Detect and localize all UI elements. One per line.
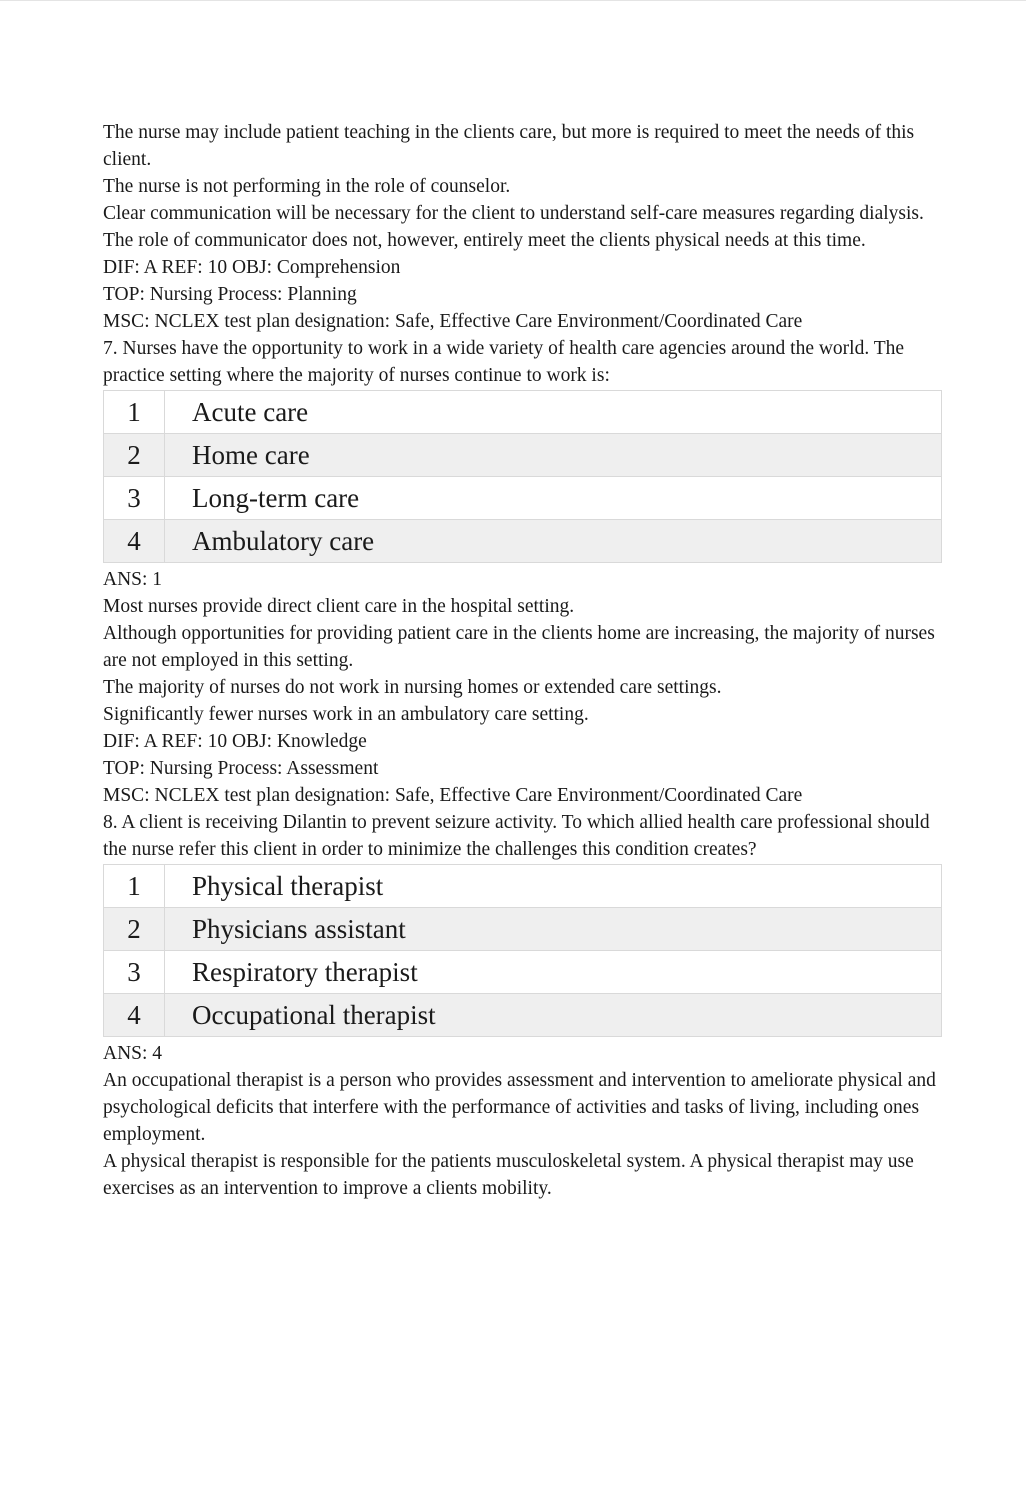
rationale-teaching: The nurse may include patient teaching in the clients care, but more is required to meet the needs of this client. xyxy=(103,122,915,170)
question-8-options xyxy=(103,864,942,1037)
document-body xyxy=(103,119,943,1202)
option-row[interactable] xyxy=(104,520,942,563)
q8-answer: ANS: 4 xyxy=(103,1043,163,1064)
option-row[interactable] xyxy=(104,477,942,520)
question-7-options xyxy=(103,390,942,563)
q7-msc: MSC: NCLEX test plan designation: Safe, Effective Care Environment/Coordinated Care xyxy=(103,785,803,806)
question-7-stem: 7. Nurses have the opportunity to work in a wide variety of health care agencies around the world. The practice setting where the majority of nurses continue to work is: xyxy=(103,338,905,386)
q8-rationale-occupational: An occupational therapist is a person who provides assessment and intervention to ameliorate physical and psychological deficits that interfere with the performance of activities and tasks of living, including ones employment. xyxy=(103,1070,936,1145)
q7-rationale-ambulatory: Significantly fewer nurses work in an ambulatory care setting. xyxy=(103,704,589,725)
option-row[interactable] xyxy=(104,391,942,434)
option-text: Acute care xyxy=(165,391,942,434)
option-row[interactable] xyxy=(104,951,942,994)
option-text: Occupational therapist xyxy=(165,994,942,1037)
rationale-counselor: The nurse is not performing in the role of counselor. xyxy=(103,176,511,197)
option-number: 2 xyxy=(104,908,165,951)
q7-rationale-hospital: Most nurses provide direct client care in the hospital setting. xyxy=(103,596,575,617)
q6-difficulty-ref-obj: DIF: A REF: 10 OBJ: Comprehension xyxy=(103,257,401,278)
option-text: Ambulatory care xyxy=(165,520,942,563)
option-number: 1 xyxy=(104,865,165,908)
option-number: 4 xyxy=(104,994,165,1037)
rationale-communicator: Clear communication will be necessary for the client to understand self-care measures regarding dialysis. The role of communicator does not, however, entirely meet the clients physical needs at this time. xyxy=(103,203,924,251)
q7-rationale-home: Although opportunities for providing patient care in the clients home are increasing, the majority of nurses are not employed in this setting. xyxy=(103,623,935,671)
q7-rationale-nursing-homes: The majority of nurses do not work in nursing homes or extended care settings. xyxy=(103,677,722,698)
option-text: Long-term care xyxy=(165,477,942,520)
q8-rationale-physical: A physical therapist is responsible for the patients musculoskeletal system. A physical therapist may use exercises as an intervention to improve a clients mobility. xyxy=(103,1151,914,1199)
question-8-stem: 8. A client is receiving Dilantin to prevent seizure activity. To which allied health care professional should the nurse refer this client in order to minimize the challenges this condition creates? xyxy=(103,812,930,860)
option-number: 1 xyxy=(104,391,165,434)
option-text: Physical therapist xyxy=(165,865,942,908)
option-row[interactable] xyxy=(104,994,942,1037)
option-row[interactable] xyxy=(104,908,942,951)
option-row[interactable] xyxy=(104,865,942,908)
option-text: Home care xyxy=(165,434,942,477)
q7-answer: ANS: 1 xyxy=(103,569,163,590)
option-number: 3 xyxy=(104,477,165,520)
q7-topic: TOP: Nursing Process: Assessment xyxy=(103,758,379,779)
option-row[interactable] xyxy=(104,434,942,477)
option-text: Respiratory therapist xyxy=(165,951,942,994)
option-number: 4 xyxy=(104,520,165,563)
q6-topic: TOP: Nursing Process: Planning xyxy=(103,284,357,305)
top-divider xyxy=(0,0,1026,1)
q7-difficulty-ref-obj: DIF: A REF: 10 OBJ: Knowledge xyxy=(103,731,367,752)
option-text: Physicians assistant xyxy=(165,908,942,951)
q6-msc: MSC: NCLEX test plan designation: Safe, Effective Care Environment/Coordinated Care xyxy=(103,311,803,332)
option-number: 2 xyxy=(104,434,165,477)
option-number: 3 xyxy=(104,951,165,994)
